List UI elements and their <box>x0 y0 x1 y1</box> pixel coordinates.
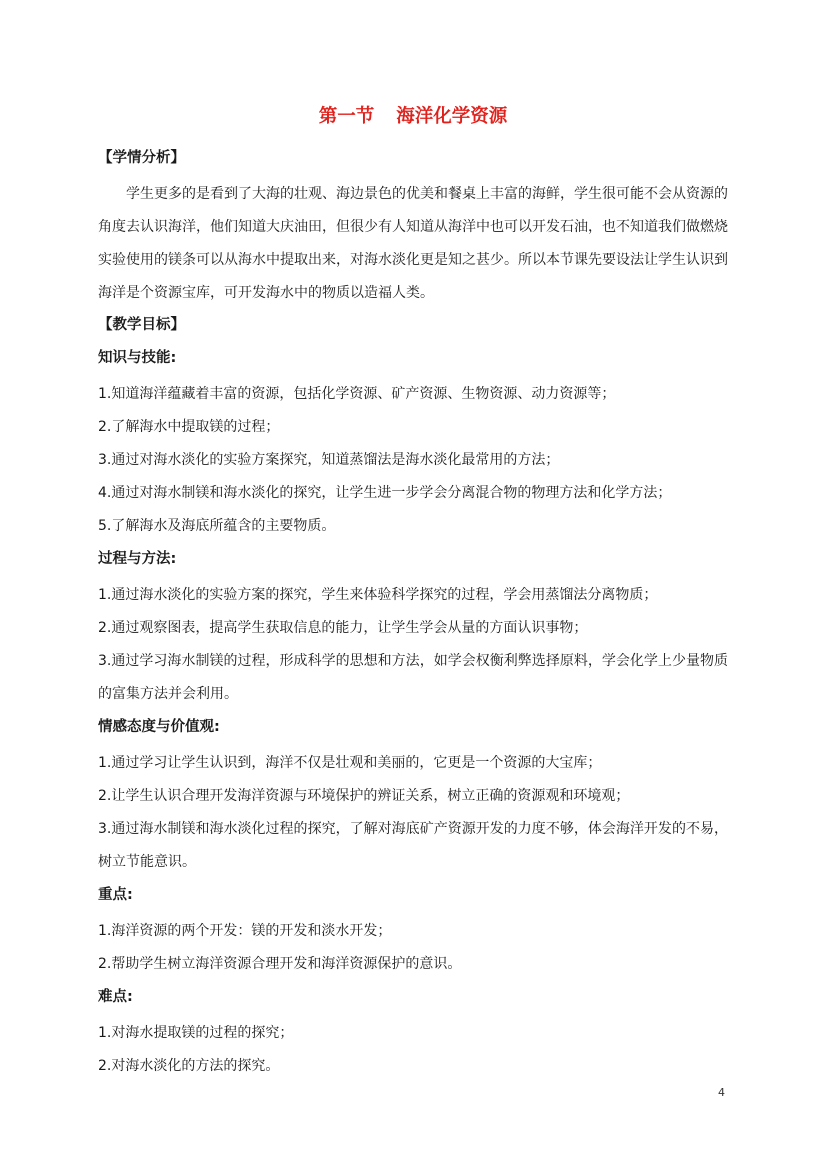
list-item: 2.对海水淡化的方法的探究。 <box>98 1058 280 1074</box>
page-number: 4 <box>718 1086 725 1099</box>
keypoints-heading: 重点: <box>98 887 133 903</box>
knowledge-heading: 知识与技能: <box>98 350 177 366</box>
process-heading: 过程与方法: <box>98 551 177 567</box>
list-item: 3.通过海水制镁和海水淡化过程的探究，了解对海底矿产资源开发的力度不够，体会海洋开发的不易，树立节能意识。 <box>98 821 728 870</box>
goals-heading: 【教学目标】 <box>98 317 185 333</box>
list-item: 2.帮助学生树立海洋资源合理开发和海洋资源保护的意识。 <box>98 956 462 972</box>
list-item: 3.通过学习海水制镁的过程，形成科学的思想和方法，如学会权衡利弊选择原料，学会化学上少量物质的富集方法并会利用。 <box>98 653 728 702</box>
difficulties-heading: 难点: <box>98 989 133 1005</box>
section-number: 第一节 <box>318 106 375 127</box>
section-title: 海洋化学资源 <box>396 106 508 127</box>
list-item: 3.通过对海水淡化的实验方案探究，知道蒸馏法是海水淡化最常用的方法； <box>98 452 560 468</box>
list-item: 2.通过观察图表，提高学生获取信息的能力，让学生学会从量的方面认识事物； <box>98 620 588 636</box>
analysis-paragraph: 学生更多的是看到了大海的壮观、海边景色的优美和餐桌上丰富的海鲜，学生很可能不会从资源的角度去认识海洋，他们知道大庆油田，但很少有人知道从海洋中也可以开发石油，也不知道我们做燃烧实验使用的镁条可以从海水中提取出来，对海水淡化更是知之甚少。所以本节课先要设法让学生认识到海洋是个资源宝库，可开发海水中的物质以造福人类。 <box>98 186 728 301</box>
list-item: 1.对海水提取镁的过程的探究； <box>98 1025 294 1041</box>
page-title <box>98 104 728 130</box>
list-item: 2.让学生认识合理开发海洋资源与环境保护的辨证关系，树立正确的资源观和环境观； <box>98 788 630 804</box>
analysis-heading: 【学情分析】 <box>98 150 185 166</box>
list-item: 1.知道海洋蕴藏着丰富的资源，包括化学资源、矿产资源、生物资源、动力资源等； <box>98 386 616 402</box>
list-item: 4.通过对海水制镁和海水淡化的探究，让学生进一步学会分离混合物的物理方法和化学方法； <box>98 485 672 501</box>
document-page <box>98 104 728 1083</box>
list-item: 1.通过学习让学生认识到，海洋不仅是壮观和美丽的，它更是一个资源的大宝库； <box>98 755 602 771</box>
list-item: 1.通过海水淡化的实验方案的探究，学生来体验科学探究的过程，学会用蒸馏法分离物质； <box>98 587 658 603</box>
emotion-heading: 情感态度与价值观: <box>98 719 220 735</box>
list-item: 1.海洋资源的两个开发：镁的开发和淡水开发； <box>98 923 392 939</box>
list-item: 2.了解海水中提取镁的过程； <box>98 419 280 435</box>
list-item: 5.了解海水及海底所蕴含的主要物质。 <box>98 518 336 534</box>
